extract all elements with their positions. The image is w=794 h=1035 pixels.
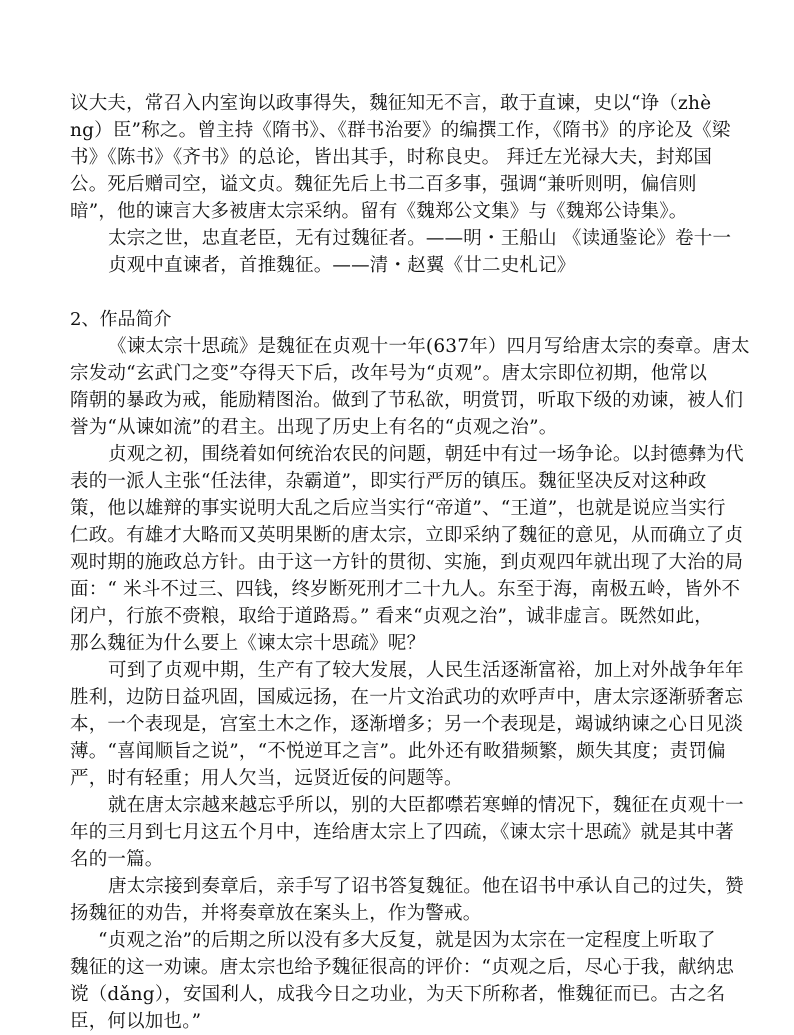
blank-line bbox=[70, 279, 730, 306]
text-line: 书》《陈书》《齐书》的总论，皆出其手，时称良史。 拜迁左光禄大夫，封郑国 bbox=[70, 147, 713, 168]
text-line: 仁政。有雄才大略而又英明果断的唐太宗，立即采纳了魏征的意见，从而确立了贞 bbox=[70, 525, 744, 546]
text-line: 表的一派人主张“任法律，杂霸道”，即实行严厉的镇压。魏征坚决反对这种政 bbox=[70, 471, 707, 492]
paragraph bbox=[70, 333, 750, 441]
text-line: 面：“ 米斗不过三、四钱，终岁断死刑才二十九人。东至于海，南极五岭，皆外不 bbox=[70, 579, 741, 600]
paragraph bbox=[70, 792, 744, 873]
paragraph bbox=[70, 927, 735, 1035]
intro-paragraph bbox=[70, 90, 730, 225]
text-line: 观时期的施政总方针。由于这一方针的贯彻、实施，到贞观四年就出现了大治的局 bbox=[70, 552, 744, 573]
document-page bbox=[70, 90, 750, 1035]
text-line: 贞观之初，围绕着如何统治农民的问题，朝廷中有过一场争论。以封德彝为代 bbox=[108, 444, 744, 465]
text-line: 公。死后赠司空，谥文贞。魏征先后上书二百多事，强调“兼听则明，偏信则 bbox=[70, 174, 697, 195]
text-line: 臣，何以加也。” bbox=[70, 1011, 202, 1032]
text-line: 《谏太宗十思疏》是魏征在贞观十一年(637年）四月写给唐太宗的奏章。唐太 bbox=[108, 336, 750, 357]
text-line: 策，他以雄辩的事实说明大乱之后应当实行“帝道”、“王道”，也就是说应当实行 bbox=[70, 498, 726, 519]
quote-block bbox=[70, 225, 730, 279]
text-line: “贞观之治”的后期之所以没有多大反复，就是因为太宗在一定程度上听取了 bbox=[98, 930, 716, 951]
text-line: 隋朝的暴政为戒，能励精图治。做到了节私欲，明赏罚，听取下级的劝谏，被人们 bbox=[70, 390, 744, 411]
quote-line: 太宗之世，忠直老臣，无有过魏征者。——明・王船山 《读通鉴论》卷十一 bbox=[108, 228, 732, 249]
text-line: 唐太宗接到奏章后，亲手写了诏书答复魏征。他在诏书中承认自己的过失，赞 bbox=[108, 876, 744, 897]
text-line: 誉为“从谏如流”的君主。出现了历史上有名的“贞观之治”。 bbox=[70, 417, 558, 438]
quote-line: 贞观中直谏者，首推魏征。——清・赵翼《廿二史札记》 bbox=[108, 255, 576, 276]
text-line: 可到了贞观中期，生产有了较大发展，人民生活逐渐富裕，加上对外战争年年 bbox=[108, 660, 744, 681]
paragraph bbox=[70, 873, 744, 927]
text-line: 宗发动“玄武门之变”夺得天下后，改年号为“贞观”。唐太宗即位初期，他常以 bbox=[70, 363, 708, 384]
text-line: 本，一个表现是，宫室土木之作，逐渐增多；另一个表现是，竭诚纳谏之心日见淡 bbox=[70, 714, 744, 735]
text-line: 扬魏征的劝告，并将奏章放在案头上，作为警戒。 bbox=[70, 903, 482, 924]
text-line: 就在唐太宗越来越忘乎所以，别的大臣都噤若寒蝉的情况下，魏征在贞观十一 bbox=[108, 795, 744, 816]
text-line: 胜利，边防日益巩固，国威远扬，在一片文治武功的欢呼声中，唐太宗逐渐骄奢忘 bbox=[70, 687, 744, 708]
text-line: 薄。“喜闻顺旨之说”，“不悦逆耳之言”。此外还有畋猎频繁，颇失其度；责罚偏 bbox=[70, 741, 726, 762]
text-line: 议大夫，常召入内室询以政事得失，魏征知无不言，敢于直谏，史以“诤（zhè bbox=[70, 93, 712, 114]
text-line: 魏征的这一劝谏。唐太宗也给予魏征很高的评价：“贞观之后，尽心于我，献纳忠 bbox=[70, 957, 735, 978]
paragraph bbox=[70, 657, 744, 792]
text-line: 谠（dǎng），安国利人，成我今日之功业，为天下所称者，惟魏征而已。古之名 bbox=[70, 984, 726, 1005]
paragraph bbox=[70, 441, 744, 657]
text-line: 闭户，行旅不赍粮，取给于道路焉。” 看来“贞观之治”，诚非虚言。既然如此， bbox=[70, 606, 713, 627]
text-line: 那么魏征为什么要上《谏太宗十思疏》呢？ bbox=[70, 633, 426, 654]
text-line: 年的三月到七月这五个月中，连给唐太宗上了四疏，《谏太宗十思疏》就是其中著 bbox=[70, 822, 734, 843]
text-line: 暗”，他的谏言大多被唐太宗采纳。留有《魏郑公文集》与《魏郑公诗集》。 bbox=[70, 201, 688, 222]
text-line: 严，时有轻重；用人欠当，远贤近佞的问题等。 bbox=[70, 768, 463, 789]
section-heading: 2、作品简介 bbox=[70, 309, 172, 330]
text-line: 名的一篇。 bbox=[70, 849, 164, 870]
text-line: ng）臣”称之。曾主持《隋书》、《群书治要》的编撰工作，《隋书》的序论及《梁 bbox=[70, 120, 731, 141]
